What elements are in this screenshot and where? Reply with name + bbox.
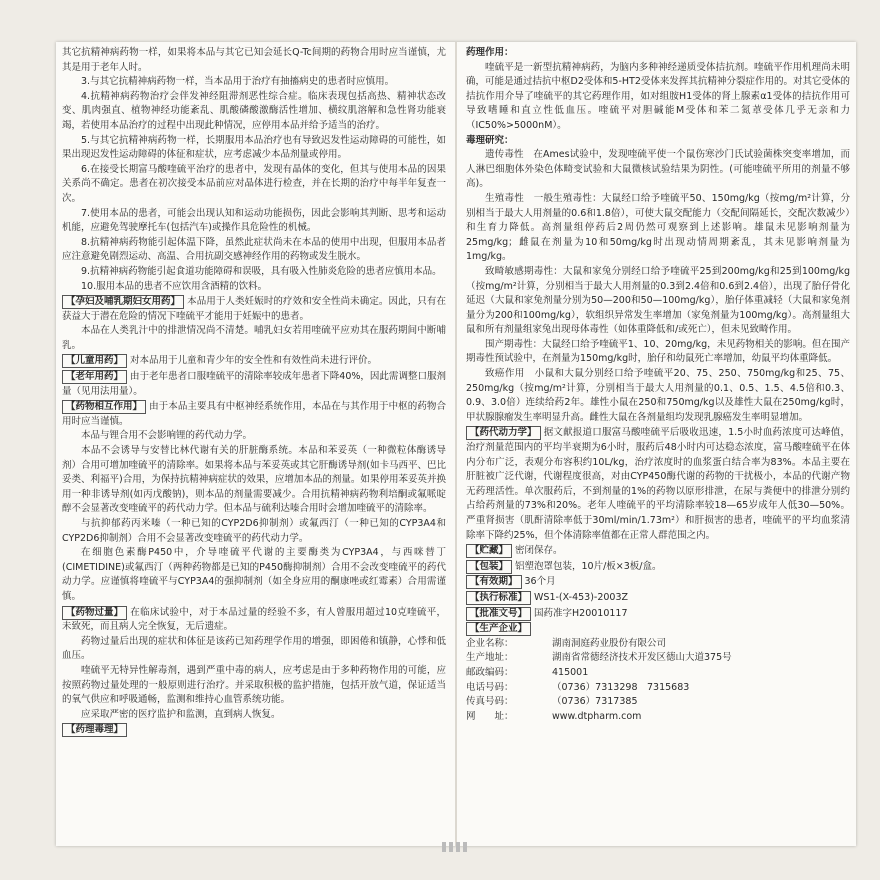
row-label: 企业名称： (466, 637, 514, 649)
registration-tick (442, 842, 446, 852)
row-value: www.dtpharm.com (552, 710, 642, 722)
print-registration-mark (442, 842, 467, 852)
storage-text: 密闭保存。 (515, 545, 563, 557)
pediatric-section (62, 354, 446, 369)
geriatric-heading: 【老年用药】 (62, 370, 127, 384)
genotoxicity-text: 遗传毒性 在Ames试验中，发现喹硫平使一个鼠伤寒沙门氏试验菌株突变率增加，而人淋巴细胞体外染色体畸变试验和大鼠微核试验结果为阴性。(可能喹硫平所用的剂量不够高)。 (466, 149, 850, 190)
manufacturer-address-row (466, 651, 850, 666)
pregnancy-heading: 【孕妇及哺乳期妇女用药】 (62, 295, 184, 309)
overdose-paragraph: 喹硫平无特异性解毒剂，遇到严重中毒的病人，应考虑是由于多种药物作用的可能，应按照药物过量处理的一般原则进行治疗。并采取积极的监护措施，包括开放气道，保证适当的氧气供应和呼吸通畅，监测和维持心血管系统功能。 (62, 664, 446, 706)
perinatal-toxicity-text: 围产期毒性：大鼠经口给予喹硫平1、10、20mg/kg，未见药物相关的影响。但在围产期毒性预试验中，在剂量为150mg/kg时，胎仔和幼鼠死亡率增加，幼鼠平均体重降低。 (466, 338, 850, 365)
row-value: 湖南洞庭药业股份有限公司 (552, 637, 667, 649)
row-label: 生产地址： (466, 652, 514, 664)
validity-text: 36个月 (524, 576, 556, 588)
precaution-item: 3.与其它抗精神病药物一样，当本品用于治疗有抽搐病史的患者时应慎用。 (81, 76, 395, 88)
carcinogenicity-text: 致癌作用 小鼠和大鼠分别经口给予喹硫平20、75、250、750mg/kg和25、75、250mg/kg（按mg/m²计算，分别相当于最大人用剂量的0.1、0.5、1.5、4.5倍和0.3、0.9、3.0倍）连续给药2年。雄性小鼠在250和750mg/kg以及雄性大鼠在250mg/kg时，甲状腺腺瘤发生率明显升高。雌性大鼠在各剂量组均发现乳腺癌发生率明显增加。 (466, 368, 850, 423)
row-label: 邮政编码： (466, 666, 514, 678)
row-value: （0736）7317385 (552, 696, 638, 708)
pharmacokinetics-heading: 【药代动力学】 (466, 426, 541, 440)
toxicology-study-heading: 毒理研究： (466, 134, 514, 146)
overdose-text: 在临床试验中，对于本品过量的经验不多，有人曾服用超过10克喹硫平，未致死，而且病人完全恢复，无后遗症。 (62, 606, 446, 633)
geriatric-text: 由于老年患者口服喹硫平的清除率较成年患者下降40%，因此需调整口服剂量（见用法用量）。 (62, 371, 446, 397)
geriatric-section (62, 370, 446, 399)
approval-section (466, 607, 850, 622)
approval-heading: 【批准文号】 (466, 607, 531, 621)
overdose-paragraph: 应采取严密的医疗监护和监测，直到病人恢复。 (81, 708, 281, 720)
precaution-item: 9.抗精神病药物能引起食道功能障碍和误吸，具有吸入性肺炎危险的患者应慎用本品。 (81, 265, 442, 277)
manufacturer-name-row (466, 637, 850, 652)
row-value: （0736）7313298 7315683 (552, 681, 690, 693)
manufacturer-heading: 【生产企业】 (466, 622, 531, 636)
precaution-item: 6.在接受长期富马酸喹硫平治疗的患者中，发现有晶体的变化，但其与使用本品的因果关系尚不确定。患者在初次接受本品前应对晶体进行检查，并在长期的治疗中每半年复查一次。 (62, 163, 446, 204)
registration-tick (463, 842, 467, 852)
standard-heading: 【执行标准】 (466, 591, 531, 605)
standard-text: WS1-(X-453)-2003Z (534, 591, 629, 603)
registration-tick (449, 842, 453, 852)
storage-heading: 【贮藏】 (466, 544, 512, 558)
left-column (62, 46, 446, 738)
manufacturer-postcode-row (466, 666, 850, 681)
storage-section (466, 544, 850, 559)
toxicology-heading: 【药理毒理】 (62, 723, 127, 737)
package-text: 铝塑泡罩包装，10片/板×3板/盒。 (515, 560, 662, 572)
pharmacokinetics-section (466, 426, 850, 543)
package-section (466, 560, 850, 575)
pharmacokinetics-text: 据文献报道口服富马酸喹硫平后吸收迅速，1.5小时血药浓度可达峰值，治疗剂量范围内的平均半衰期为6小时，服药后48小时内可达稳态浓度，富马酸喹硫平在体内分布广泛，表观分布容积约10L/kg，治疗浓度时的血浆蛋白结合率为83%。本品主要在肝脏被广泛代谢，代谢程度很高，对由CYP450酶代谢的药物的干扰极小，本品的代谢产物无药理活性。单次服药后，不到剂量的1%的药物以原形排泄，在尿与粪便中的排泄分别约占给药剂量的73%和20%。老年人喹硫平的平均清除率较18—65岁成年人低30—50%。严重肾损害（肌酐清除率低于30ml/min/1.73m²）和肝损害的患者，喹硫平的平均血浆清除率下降约25%，但个体清除率值都在正常人群范围之内。 (466, 427, 850, 541)
manufacturer-website-row (466, 710, 850, 725)
precaution-item: 8.抗精神病药物能引起体温下降，虽然此症状尚未在本品的使用中出现，但服用本品者应注意避免剧烈运动、高温、合用抗副交感神经作用的药物或发生脱水。 (62, 236, 446, 263)
precaution-item: 10.服用本品的患者不应饮用含酒精的饮料。 (81, 280, 268, 292)
precaution-item: 4.抗精神病药物治疗会伴发神经阻滞剂恶性综合症。临床表现包括高热、精神状态改变、肌肉强直、植物神经功能紊乱、肌酸磷酸激酶活性增加、横纹肌溶解和急性肾功能衰竭，若使用本品治疗的过程中出现此种情况，应停用本品并给予适当的治疗。 (62, 90, 446, 131)
reproductive-toxicity-text: 生殖毒性 一般生殖毒性：大鼠经口给予喹硫平50、150mg/kg（按mg/m²计算，分别相当于最大人用剂量的0.6和1.8倍），可使大鼠交配能力（交配间隔延长，交配次数减少）和生育力降低。高剂量组停药后2周仍然可观察到上述影响。雄鼠未见影响剂量为25mg/kg；雌鼠在剂量为10和50mg/kg时出现动情周期紊乱，其未见影响剂量为1mg/kg。 (466, 192, 850, 263)
pregnancy-text: 本品用于人类妊娠时的疗效和安全性尚未确定。因此，只有在获益大于潜在危险的情况下喹硫平才能用于妊娠中的患者。 (62, 296, 446, 322)
precaution-item: 7.使用本品的患者，可能会出现认知和运动功能损伤，因此会影响其判断、思考和运动机能，应避免驾驶摩托车(包括汽车)或操作具危险性的机械。 (62, 207, 446, 234)
fold-line (455, 42, 457, 846)
pharmacology-heading: 药理作用： (466, 47, 514, 58)
pediatric-text: 对本品用于儿童和青少年的安全性和有效性尚未进行评价。 (130, 355, 378, 367)
pregnancy-section (62, 295, 446, 324)
registration-tick (456, 842, 460, 852)
toxicology-section-start (62, 723, 446, 738)
interactions-paragraph: 本品与锂合用不会影响锂的药代动力学。 (81, 430, 253, 442)
row-label: 传真号码： (466, 696, 514, 708)
interactions-paragraph: 在细胞色素酶P450中，介导喹硫平代谢的主要酶类为CYP3A4，与西咪替丁(CIMETIDINE)或氟西汀（两种药物都是已知的P450酶抑制剂）合用不会改变喹硫平的药代动力学。应谨慎将喹硫平与CYP3A4的强抑制剂（如全身应用的酮康唑或红霉素）合用需谨慎。 (62, 547, 446, 602)
interactions-text: 由于本品主要具有中枢神经系统作用，本品在与其作用于中枢的药物合用时应当谨慎。 (62, 401, 446, 427)
overdose-section (62, 606, 446, 635)
row-label: 网 址： (466, 710, 514, 722)
approval-text: 国药准字H20010117 (534, 607, 628, 619)
manufacturer-phone-row (466, 681, 850, 696)
pediatric-heading: 【儿童用药】 (62, 354, 127, 368)
overdose-paragraph: 药物过量后出现的症状和体征是该药已知药理学作用的增强，即困倦和镇静，心悸和低血压。 (62, 635, 446, 662)
pregnancy-text-2: 本品在人类乳汁中的排泄情况尚不清楚。哺乳妇女若用喹硫平应劝其在服药期间中断哺乳。 (62, 325, 446, 351)
standard-section (466, 591, 850, 606)
row-label: 电话号码： (466, 681, 514, 693)
manufacturer-fax-row (466, 695, 850, 710)
row-value: 湖南省常德经济技术开发区德山大道375号 (552, 652, 732, 664)
precaution-item: 其它抗精神病药物一样，如果将本品与其它已知会延长Q-Tc间期的药物合用时应当谨慎，尤其是用于老年人时。 (62, 47, 446, 73)
validity-section (466, 575, 850, 590)
interactions-paragraph: 本品不会诱导与安替比林代谢有关的肝脏酶系统。本品和苯妥英（一种微粒体酶诱导剂）合用可增加喹硫平的清除率。如果将本品与苯妥英或其它肝酶诱导剂(如卡马西平、巴比妥类、利福平)合用，为保持抗精神病症状的效果，应增加本品的剂量。如果停用苯妥英并换用一种非诱导剂(如丙戊酸钠)，则本品的剂量需要减少。合用抗精神病药物利培酮或氟哌啶醇不会显著改变喹硫平的药代动力学。但本品与硫利达嗪合用时会增加喹硫平的清除率。 (62, 445, 446, 515)
pharmacology-text: 喹硫平是一新型抗精神病药，为脑内多种神经递质受体拮抗剂。喹硫平作用机理尚未明确，可能是通过拮抗中枢D2受体和5-HT2受体来发挥其抗精神分裂症作用的。对其它受体的拮抗作用介导了喹硫平的其它药理作用，如对组胺H1受体的肾上腺素α1受体的拮抗作用可导致嗜睡和直立性低血压。喹硫平对胆碱能M受体和苯二氮䓬受体几乎无亲和力（IC50%>5000nM）。 (466, 61, 850, 131)
precaution-item: 5.与其它抗精神病药物一样，长期服用本品治疗也有导致迟发性运动障碍的可能性，如果出现迟发性运动障碍的体征和症状，应考虑减少本品剂量或停用。 (62, 134, 446, 161)
row-value: 415001 (552, 666, 589, 678)
interactions-paragraph: 与抗抑郁药丙米嗪（一种已知的CYP2D6抑制剂）或氟西汀（一种已知的CYP3A4和CYP2D6抑制剂）合用不会显著改变喹硫平的药代动力学。 (62, 518, 446, 544)
validity-heading: 【有效期】 (466, 575, 522, 589)
teratogenic-toxicity-text: 致畸敏感期毒性：大鼠和家兔分别经口给予喹硫平25到200mg/kg和25到100mg/kg（按mg/m²计算，分别相当于最大人用剂量的0.3到2.4倍和0.6到2.4倍），出现了胎仔骨化延迟（大鼠和家兔剂量分别为50—200和50—100mg/kg），胎仔体重减轻（大鼠和家兔剂量分为200和100mg/kg），软组织异常发生率增加（家兔剂量为100mg/kg）。高剂量组大鼠和所有剂量组家兔出现母体毒性（如体重降低和/或死亡），但未见致畸作用。 (466, 265, 850, 336)
interactions-section (62, 400, 446, 429)
package-heading: 【包装】 (466, 560, 512, 574)
interactions-heading: 【药物相互作用】 (62, 400, 146, 414)
right-column (466, 46, 850, 724)
package-insert-sheet (56, 42, 856, 846)
overdose-heading: 【药物过量】 (62, 606, 127, 620)
manufacturer-section (466, 622, 850, 637)
